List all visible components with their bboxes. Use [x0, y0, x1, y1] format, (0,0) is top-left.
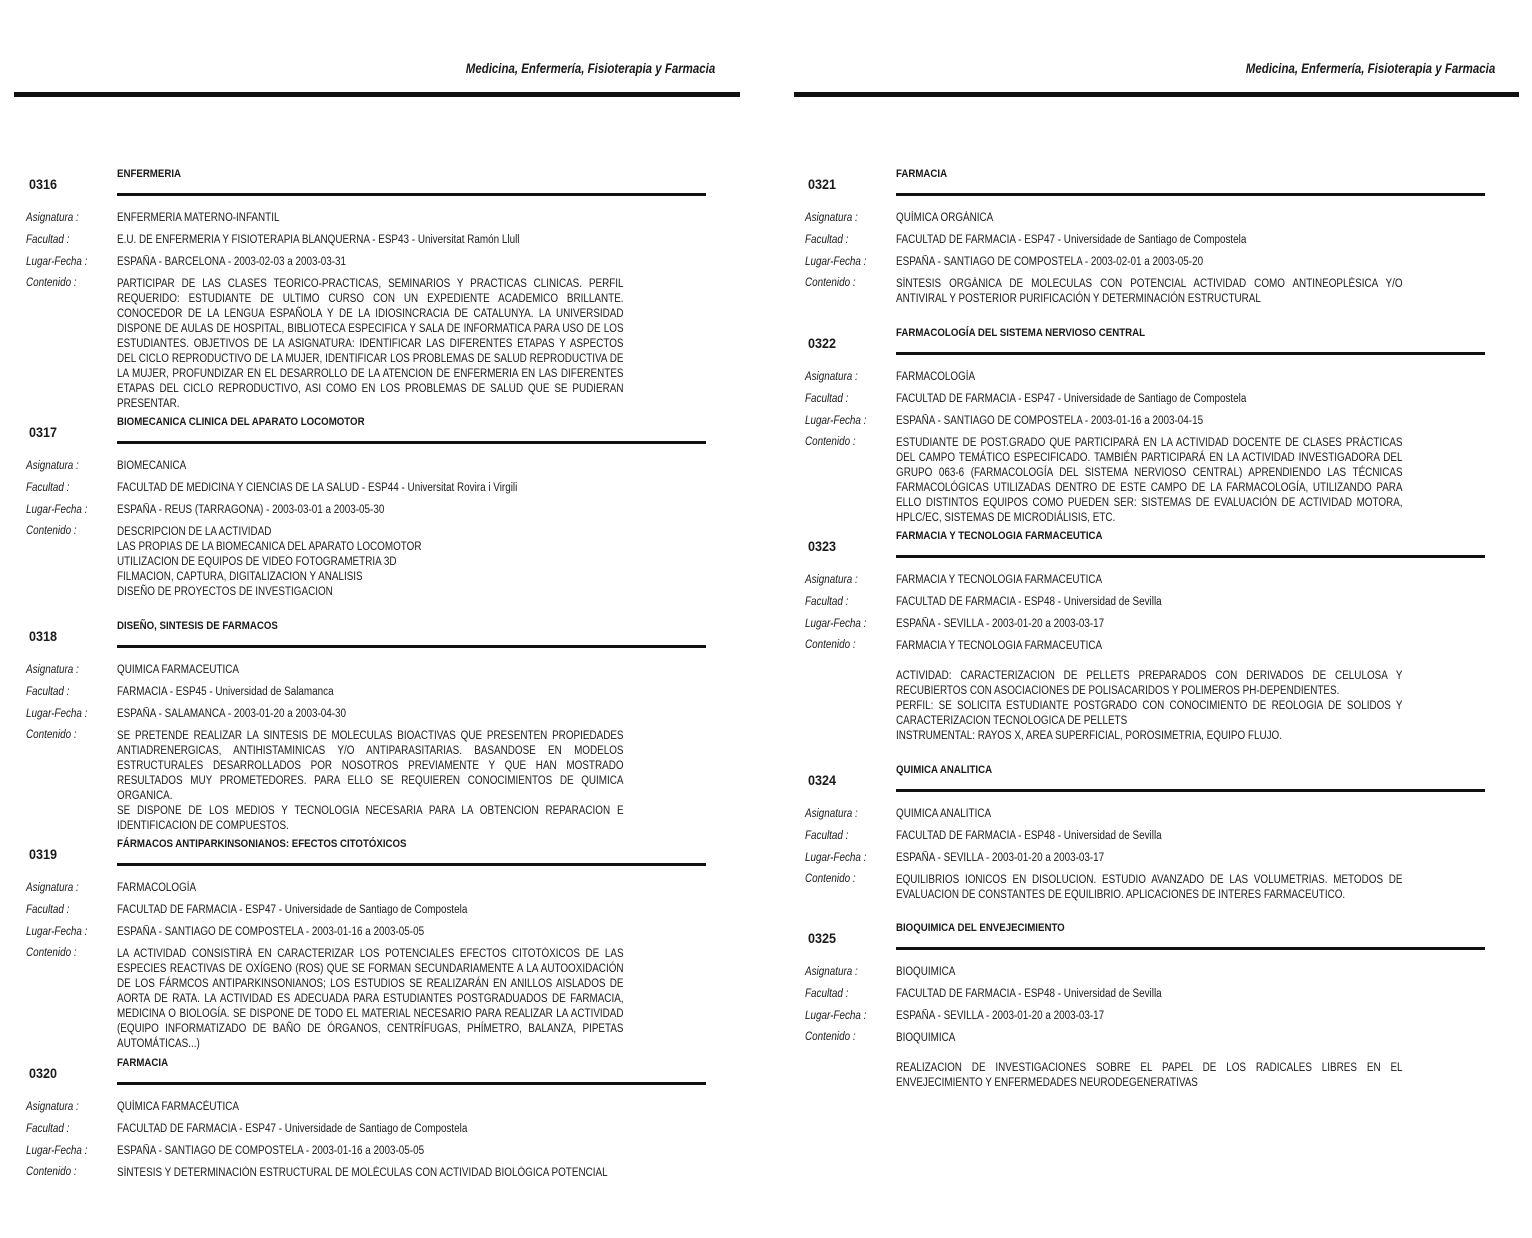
entry-header — [805, 327, 1485, 359]
entry-code: 0324 — [808, 772, 837, 788]
field-value: FACULTAD DE MEDICINA Y CIENCIAS DE LA SALUD - ESP44 - Universitat Rovira i Virgili — [117, 482, 518, 494]
right-page — [780, 0, 1532, 1238]
contenido-paragraph: FILMACION, CAPTURA, DIGITALIZACION Y ANALISIS — [117, 571, 363, 583]
field-value: ESPAÑA - SALAMANCA - 2003-01-20 a 2003-04-30 — [117, 708, 347, 720]
field-label: Lugar-Fecha : — [26, 708, 88, 720]
field-value: ESPAÑA - SEVILLA - 2003-01-20 a 2003-03-17 — [896, 1010, 1105, 1022]
field-value: ESPAÑA - SANTIAGO DE COMPOSTELA - 2003-01-16 a 2003-05-05 — [117, 926, 425, 938]
field-value: FARMACIA Y TECNOLOGIA FARMACEUTICA — [896, 574, 1103, 586]
field-label: Asignatura : — [26, 460, 79, 472]
lugar-fecha-field — [805, 252, 1485, 274]
entry-code: 0316 — [29, 176, 58, 192]
field-value — [117, 947, 624, 1052]
lugar-fecha-field — [805, 411, 1485, 433]
program-entry — [26, 168, 706, 412]
field-value: ESPAÑA - SANTIAGO DE COMPOSTELA - 2003-01-16 a 2003-05-05 — [117, 1145, 425, 1157]
contenido-paragraph: LA ACTIVIDAD CONSISTIRÁ EN CARACTERIZAR LOS POTENCIALES EFECTOS CITOTÓXICOS DE LAS ESPECIES REACTIVAS DE OXÍGENO (ROS) QUE SE FORMAN SECUNDARIAMENTE A LA AUTOOXIDACIÓN DE LOS FÁRMCOS ANTIPARKINSONIANOS; LOS ESTUDIOS SE REALIZARÁN EN ANILLOS AISLADOS DE AORTA DE RATA. LA ACTIVIDAD ES ADECUADA PARA ESTUDIANTES POSTGRADUADOS DE FARMACIA, MEDICINA O BIOLOGÍA. SE DISPONE DE TODO EL MATERIAL NECESARIO PARA REALIZAR LA ACTIVIDAD (EQUIPO INFORMATIZADO DE BAÑO DE ÓRGANOS, CENTRÍFUGAS, PHÍMETRO, BALANZA, PIPETAS AUTOMÁTICAS...) — [117, 948, 624, 1050]
contenido-field — [26, 522, 706, 600]
field-value: ESPAÑA - SANTIAGO DE COMPOSTELA - 2003-01-16 a 2003-04-15 — [896, 415, 1204, 427]
field-label: Lugar-Fecha : — [805, 618, 867, 630]
field-value: BIOMECANICA — [117, 460, 187, 472]
asignatura-field — [805, 367, 1485, 389]
field-value: QUIMICA FARMACEUTICA — [117, 664, 239, 676]
entry-rule — [896, 947, 1485, 950]
entry-rule — [117, 441, 706, 444]
asignatura-field — [805, 208, 1485, 230]
field-value: FACULTAD DE FARMACIA - ESP47 - Universidade de Santiago de Compostela — [117, 1123, 468, 1135]
field-label: Lugar-Fecha : — [805, 415, 867, 427]
field-value: BIOQUIMICA — [896, 966, 956, 978]
field-label: Asignatura : — [26, 212, 79, 224]
field-value: ESPAÑA - SANTIAGO DE COMPOSTELA - 2003-02-01 a 2003-05-20 — [896, 256, 1204, 268]
entry-rule — [117, 645, 706, 648]
entry-header — [805, 764, 1485, 796]
field-value: ESPAÑA - SEVILLA - 2003-01-20 a 2003-03-17 — [896, 852, 1105, 864]
facultad-field — [26, 230, 706, 252]
field-label: Contenido : — [26, 525, 77, 537]
program-entry — [805, 922, 1485, 1091]
contenido-paragraph: REALIZACION DE INVESTIGACIONES SOBRE EL PAPEL DE LOS RADICALES LIBRES EN EL ENVEJECIMIENTO Y ENFERMEDADES NEURODEGENERATIVAS — [896, 1062, 1403, 1089]
field-label: Facultad : — [805, 988, 849, 1000]
entry-rule — [896, 193, 1485, 196]
asignatura-field — [805, 962, 1485, 984]
entry-rule — [896, 555, 1485, 558]
facultad-field — [805, 592, 1485, 614]
left-page — [0, 0, 760, 1238]
field-value — [117, 525, 624, 600]
entry-code: 0318 — [29, 628, 58, 644]
entry-code: 0319 — [29, 846, 58, 862]
facultad-field — [26, 478, 706, 500]
contenido-field — [805, 870, 1485, 903]
entry-header — [805, 168, 1485, 200]
contenido-paragraph: EQUILIBRIOS IONICOS EN DISOLUCION. ESTUDIO AVANZADO DE LAS VOLUMETRIAS. METODOS DE EVALUACION DE CONSTANTES DE EQUILIBRIO. APLICACIONES DE INTERES FARMACEUTICO. — [896, 874, 1403, 901]
contenido-paragraph: DISEÑO DE PROYECTOS DE INVESTIGACION — [117, 586, 333, 598]
asignatura-field — [805, 570, 1485, 592]
field-label: Contenido : — [805, 1031, 856, 1043]
field-value — [896, 639, 1403, 744]
facultad-field — [805, 230, 1485, 252]
asignatura-field — [26, 456, 706, 478]
field-value: ENFERMERIA MATERNO-INFANTIL — [117, 212, 280, 224]
field-label: Lugar-Fecha : — [805, 256, 867, 268]
field-label: Lugar-Fecha : — [26, 1145, 88, 1157]
field-label: Lugar-Fecha : — [26, 504, 88, 516]
entry-title: ENFERMERIA — [117, 168, 182, 180]
field-label: Contenido : — [805, 436, 856, 448]
entry-header — [26, 620, 706, 652]
entry-title: FÁRMACOS ANTIPARKINSONIANOS: EFECTOS CITOTÓXICOS — [117, 838, 407, 850]
lugar-fecha-field — [805, 1006, 1485, 1028]
entry-code: 0323 — [808, 538, 837, 554]
program-entry — [26, 620, 706, 834]
contenido-field — [26, 944, 706, 1052]
entry-title: FARMACIA — [896, 168, 948, 180]
lugar-fecha-field — [26, 1141, 706, 1163]
field-label: Lugar-Fecha : — [26, 256, 88, 268]
field-label: Contenido : — [26, 729, 77, 741]
field-value — [896, 873, 1403, 903]
field-value: QUIMICA ANALITICA — [896, 808, 992, 820]
lugar-fecha-field — [26, 500, 706, 522]
lugar-fecha-field — [805, 614, 1485, 636]
field-label: Facultad : — [805, 596, 849, 608]
contenido-field — [805, 274, 1485, 307]
entry-code: 0317 — [29, 424, 58, 440]
program-entry — [26, 838, 706, 1052]
program-entry — [805, 168, 1485, 307]
field-label: Contenido : — [805, 873, 856, 885]
facultad-field — [26, 900, 706, 922]
contenido-field — [805, 1028, 1485, 1091]
field-value — [896, 277, 1403, 307]
field-label: Facultad : — [805, 234, 849, 246]
field-label: Facultad : — [26, 234, 70, 246]
running-head: Medicina, Enfermería, Fisioterapia y Farmacia — [1245, 60, 1495, 76]
program-entry — [805, 327, 1485, 526]
contenido-paragraph: SE DISPONE DE LOS MEDIOS Y TECNOLOGIA NECESARIA PARA LA OBTENCION REPARACION E IDENTIFICACION DE COMPUESTOS. — [117, 805, 624, 832]
contenido-field — [805, 636, 1485, 744]
field-value — [117, 1166, 624, 1181]
field-label: Contenido : — [805, 277, 856, 289]
entry-rule — [117, 863, 706, 866]
entry-title: QUIMICA ANALITICA — [896, 764, 993, 776]
program-entry — [805, 530, 1485, 744]
entry-code: 0322 — [808, 335, 837, 351]
running-head: Medicina, Enfermería, Fisioterapia y Farmacia — [465, 60, 715, 76]
contenido-field — [26, 1163, 706, 1181]
contenido-paragraph: DESCRIPCION DE LA ACTIVIDAD — [117, 526, 272, 538]
entry-header — [26, 416, 706, 448]
field-value: FACULTAD DE FARMACIA - ESP48 - Universidad de Sevilla — [896, 988, 1162, 1000]
field-value: QUÍMICA ORGÁNICA — [896, 212, 994, 224]
field-value: ESPAÑA - SEVILLA - 2003-01-20 a 2003-03-17 — [896, 618, 1105, 630]
contenido-field — [26, 274, 706, 412]
entry-title: BIOMECANICA CLINICA DEL APARATO LOCOMOTOR — [117, 416, 365, 428]
field-value: FACULTAD DE FARMACIA - ESP48 - Universidad de Sevilla — [896, 830, 1162, 842]
contenido-paragraph: SE PRETENDE REALIZAR LA SINTESIS DE MOLECULAS BIOACTIVAS QUE PRESENTEN PROPIEDADES ANTIADRENERGICAS, ANTIHISTAMINICAS Y/O ANTIPARASITARIAS. BASANDOSE EN MODELOS ESTRUCTURALES DESARROLLADOS POR NOSOTROS PREVIAMENTE Y QUE HAN MOSTRADO RESULTADOS MUY PROMETEDORES. PARA ELLO SE REQUIEREN CONOCIMIENTOS DE QUIMICA ORGANICA. — [117, 730, 624, 802]
contenido-paragraph: FARMACIA Y TECNOLOGIA FARMACEUTICA — [896, 640, 1103, 652]
field-label: Lugar-Fecha : — [26, 926, 88, 938]
entry-rule — [117, 1082, 706, 1085]
field-label: Asignatura : — [805, 966, 858, 978]
contenido-paragraph: SÍNTESIS Y DETERMINACIÓN ESTRUCTURAL DE MOLÉCULAS CON ACTIVIDAD BIOLÓGICA POTENCIAL — [117, 1167, 608, 1179]
entry-code: 0321 — [808, 176, 837, 192]
entry-title: FARMACIA — [117, 1057, 169, 1069]
field-label: Facultad : — [26, 1123, 70, 1135]
facultad-field — [805, 389, 1485, 411]
contenido-field — [805, 433, 1485, 526]
contenido-paragraph: BIOQUIMICA — [896, 1032, 956, 1044]
field-label: Asignatura : — [805, 808, 858, 820]
entry-code: 0325 — [808, 930, 837, 946]
entry-rule — [896, 789, 1485, 792]
contenido-paragraph: ACTIVIDAD: CARACTERIZACION DE PELLETS PREPARADOS CON DERIVADOS DE CELULOSA Y RECUBIERTOS CON ASOCIACIONES DE POLISACARIDOS Y POLIMEROS PH-DEPENDIENTES. — [896, 670, 1403, 697]
field-value — [896, 436, 1403, 526]
contenido-paragraph: PARTICIPAR DE LAS CLASES TEORICO-PRACTICAS, SEMINARIOS Y PRACTICAS CLINICAS. PERFIL REQUERIDO: ESTUDIANTE DE ULTIMO CURSO CON UN EXPEDIENTE ACADEMICO BRILLANTE. CONOCEDOR DE LA LENGUA ESPAÑOLA Y DE LA IDIOSINCRACIA DE CATALUNYA. LA UNIVERSIDAD DISPONE DE AULAS DE HOSPITAL, BIBLIOTECA ESPECIFICA Y SALA DE INFORMATICA PARA USO DE LOS ESTUDIANTES. OBJETIVOS DE LA ASIGNATURA: IDENTIFICAR LAS DIFERENTES ETAPAS Y ASPECTOS DEL CICLO REPRODUCTIVO DE LA MUJER, IDENTIFICAR LOS PROBLEMAS DE SALUD REPRODUCTIVA DE LA MUJER, PROFUNDIZAR EN EL DESARROLLO DE LA ATENCION DE ENFERMERIA EN LAS DIFERENTES ETAPAS DEL CICLO REPRODUCTIVO, ASI COMO EN LOS PROBLEMAS DE SALUD QUE SE PUDIERAN PRESENTAR. — [117, 278, 624, 410]
contenido-paragraph: UTILIZACION DE EQUIPOS DE VIDEO FOTOGRAMETRIA 3D — [117, 556, 397, 568]
program-entry — [26, 1057, 706, 1181]
field-label: Asignatura : — [805, 212, 858, 224]
field-label: Asignatura : — [26, 1101, 79, 1113]
field-value: ESPAÑA - REUS (TARRAGONA) - 2003-03-01 a 2003-05-30 — [117, 504, 385, 516]
asignatura-field — [805, 804, 1485, 826]
lugar-fecha-field — [26, 922, 706, 944]
field-value: ESPAÑA - BARCELONA - 2003-02-03 a 2003-03-31 — [117, 256, 347, 268]
asignatura-field — [26, 1097, 706, 1119]
field-value: FACULTAD DE FARMACIA - ESP47 - Universidade de Santiago de Compostela — [896, 393, 1247, 405]
facultad-field — [26, 1119, 706, 1141]
entry-header — [26, 838, 706, 870]
program-entry — [805, 764, 1485, 903]
field-value: FARMACOLOGÍA — [896, 371, 976, 383]
entry-header — [26, 1057, 706, 1089]
field-value — [896, 1031, 1403, 1091]
field-value — [117, 729, 624, 834]
field-value: FACULTAD DE FARMACIA - ESP47 - Universidade de Santiago de Compostela — [117, 904, 468, 916]
entry-title: BIOQUIMICA DEL ENVEJECIMIENTO — [896, 922, 1065, 934]
field-label: Contenido : — [805, 639, 856, 651]
contenido-paragraph: INSTRUMENTAL: RAYOS X, AREA SUPERFICIAL, POROSIMETRIA, EQUIPO FLUJO. — [896, 730, 1282, 742]
entry-title: FARMACIA Y TECNOLOGIA FARMACEUTICA — [896, 530, 1103, 542]
field-label: Asignatura : — [26, 664, 79, 676]
field-label: Lugar-Fecha : — [805, 1010, 867, 1022]
contenido-paragraph: PERFIL: SE SOLICITA ESTUDIANTE POSTGRADO CON CONOCIMIENTO DE REOLOGIA DE SOLIDOS Y CARACTERIZACION TECNOLOGICA DE PELLETS — [896, 700, 1403, 727]
field-value — [117, 277, 624, 412]
contenido-paragraph: SÍNTESIS ORGÁNICA DE MOLECULAS CON POTENCIAL ACTIVIDAD COMO ANTINEOPLÉSICA Y/O ANTIVIRAL Y POSTERIOR PURIFICACIÓN Y DETERMINACIÓN ESTRUCTURAL — [896, 278, 1403, 305]
contenido-paragraph: ESTUDIANTE DE POST.GRADO QUE PARTICIPARÁ EN LA ACTIVIDAD DOCENTE DE CLASES PRÁCTICAS DEL CAMPO TEMÁTICO ESPECIFICADO. TAMBIÉN PARTICIPARÁ EN LA ACTIVIDAD INVESTIGADORA DEL GRUPO 063-6 (FARMACOLOGÍA DEL SISTEMA NERVIOSO CENTRAL) APRENDIENDO LAS TÉCNICAS FARMACOLÓGICAS UTILIZADAS DENTRO DE ESTE CAMPO DE LA FARMACOLOGÍA, UTILIZANDO PARA ELLO DISTINTOS EQUIPOS COMO PUEDEN SER: SISTEMAS DE EVALUACIÓN DE ACTIVIDAD MOTORA, HPLC/EC, SISTEMAS DE MICRODIÁLISIS, ETC. — [896, 437, 1403, 524]
entry-title: FARMACOLOGÍA DEL SISTEMA NERVIOSO CENTRAL — [896, 327, 1146, 339]
field-value: FARMACOLOGÍA — [117, 882, 197, 894]
field-label: Facultad : — [26, 904, 70, 916]
field-value: FARMACIA - ESP45 - Universidad de Salamanca — [117, 686, 334, 698]
field-label: Contenido : — [26, 277, 77, 289]
field-label: Facultad : — [805, 830, 849, 842]
asignatura-field — [26, 878, 706, 900]
asignatura-field — [26, 208, 706, 230]
entry-header — [805, 922, 1485, 954]
facultad-field — [805, 826, 1485, 848]
field-label: Facultad : — [805, 393, 849, 405]
field-value: FACULTAD DE FARMACIA - ESP48 - Universidad de Sevilla — [896, 596, 1162, 608]
contenido-field — [26, 726, 706, 834]
field-value: E.U. DE ENFERMERIA Y FISIOTERAPIA BLANQUERNA - ESP43 - Universitat Ramón Llull — [117, 234, 520, 246]
entry-code: 0320 — [29, 1065, 58, 1081]
entry-rule — [117, 193, 706, 196]
asignatura-field — [26, 660, 706, 682]
field-label: Asignatura : — [805, 371, 858, 383]
field-label: Contenido : — [26, 947, 77, 959]
header-rule — [14, 92, 740, 97]
field-label: Facultad : — [26, 686, 70, 698]
entry-header — [26, 168, 706, 200]
field-label: Asignatura : — [26, 882, 79, 894]
lugar-fecha-field — [805, 848, 1485, 870]
field-value: QUÍMICA FARMACÉUTICA — [117, 1101, 239, 1113]
field-label: Asignatura : — [805, 574, 858, 586]
field-label: Lugar-Fecha : — [805, 852, 867, 864]
facultad-field — [805, 984, 1485, 1006]
contenido-paragraph: LAS PROPIAS DE LA BIOMECANICA DEL APARATO LOCOMOTOR — [117, 541, 422, 553]
field-value: FACULTAD DE FARMACIA - ESP47 - Universidade de Santiago de Compostela — [896, 234, 1247, 246]
entry-title: DISEÑO, SINTESIS DE FARMACOS — [117, 620, 278, 632]
lugar-fecha-field — [26, 252, 706, 274]
header-rule — [794, 92, 1519, 97]
entry-rule — [896, 352, 1485, 355]
facultad-field — [26, 682, 706, 704]
field-label: Facultad : — [26, 482, 70, 494]
lugar-fecha-field — [26, 704, 706, 726]
field-label: Contenido : — [26, 1166, 77, 1178]
program-entry — [26, 416, 706, 600]
entry-header — [805, 530, 1485, 562]
